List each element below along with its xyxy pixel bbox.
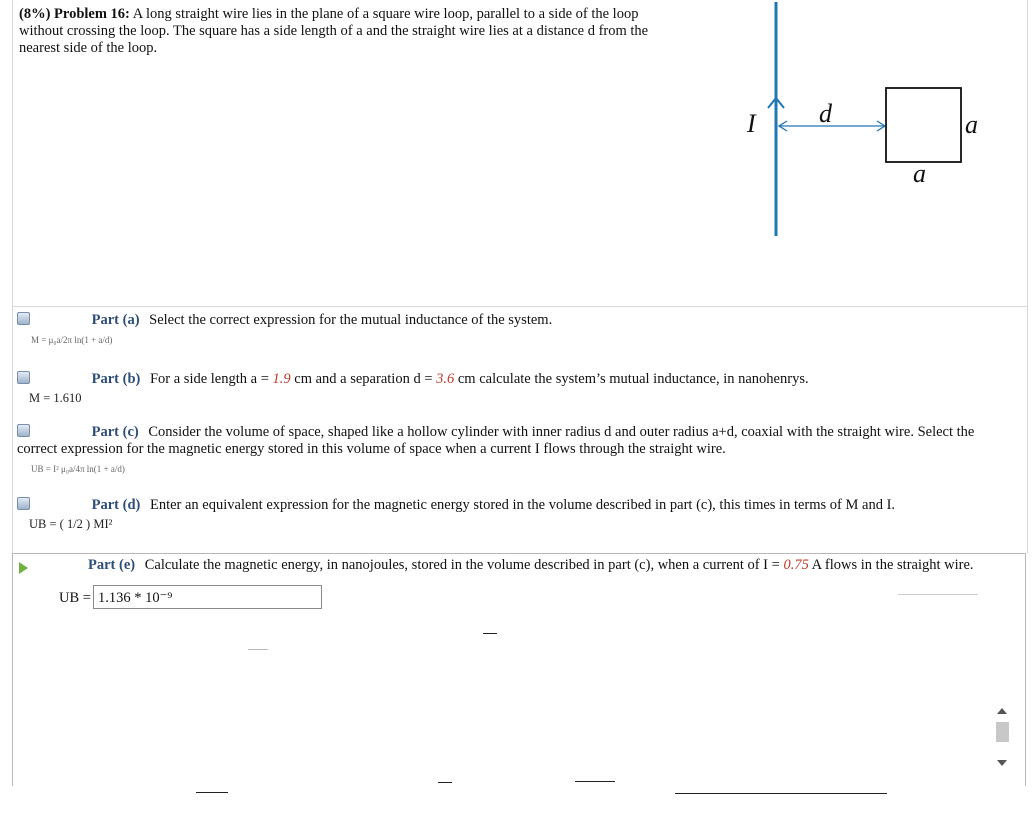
- scroll-down-icon[interactable]: [997, 760, 1007, 766]
- scroll-thumb[interactable]: [996, 722, 1009, 742]
- divider: [575, 781, 615, 782]
- problem-header: (8%) Problem 16:: [19, 6, 130, 22]
- answer-input[interactable]: 1.136 * 10⁻⁹: [93, 585, 322, 609]
- square-loop: [886, 88, 961, 162]
- part-label[interactable]: Part (a): [91, 312, 140, 328]
- answer-input-label: UB =: [59, 590, 91, 606]
- divider: [483, 633, 497, 634]
- side-label-bottom: a: [913, 159, 926, 188]
- part-answer: M = 1.610: [29, 391, 82, 405]
- i-value: 0.75: [783, 557, 809, 573]
- part-answer: UB = ( 1/2 ) MI²: [29, 517, 113, 531]
- distance-label: d: [819, 99, 832, 128]
- part-answer: UB = I² μ₀a/4π ln(1 + a/d): [31, 464, 125, 474]
- divider: [196, 792, 228, 793]
- active-part-e: [12, 553, 1026, 786]
- divider: [675, 793, 887, 794]
- part-question: Select the correct expression for the mutual inductance of the system.: [149, 312, 553, 328]
- part-question-pre: For a side length a =: [149, 371, 273, 387]
- part-label[interactable]: Part (d): [91, 497, 141, 513]
- problem-panel: [12, 0, 1028, 307]
- part-question-pre: Calculate the magnetic energy, in nanojoules, stored in the volume described in part (c), when a current of I =: [144, 557, 784, 573]
- divider: [898, 594, 978, 595]
- scroll-up-icon[interactable]: [997, 708, 1007, 714]
- divider: [248, 649, 268, 650]
- part-label[interactable]: Part (e): [88, 557, 136, 573]
- collapse-icon[interactable]: [17, 371, 30, 384]
- a-value: 1.9: [272, 371, 291, 387]
- problem-figure: [733, 0, 993, 240]
- play-icon: [19, 562, 28, 574]
- part-question-mid: cm and a separation d =: [290, 371, 437, 387]
- vertical-scrollbar[interactable]: [993, 704, 1011, 776]
- part-question-post: cm calculate the system’s mutual inductance, in nanohenrys.: [454, 371, 809, 387]
- problem-statement: [19, 6, 659, 57]
- divider: [438, 782, 452, 783]
- part-question: Enter an equivalent expression for the magnetic energy stored in the volume described in part (c), this times in terms of M and I.: [149, 497, 896, 513]
- collapse-icon[interactable]: [17, 312, 30, 325]
- parts-panel: [12, 307, 1028, 553]
- part-question-post: A flows in the straight wire.: [808, 557, 974, 573]
- collapse-icon[interactable]: [17, 424, 30, 437]
- side-label-right: a: [965, 110, 978, 139]
- problem-text: A long straight wire lies in the plane of a square wire loop, parallel to a side of the loop without crossing the loop. The square has a side length of a and the straight wire lies at a distance d from the nearest side of the loop.: [19, 6, 649, 56]
- part-label[interactable]: Part (c): [91, 424, 139, 440]
- part-question: Consider the volume of space, shaped like a hollow cylinder with inner radius d and outer radius a+d, coaxial with the straight wire. Select the correct expression for the magnetic energy stored in this volume of space when a current I flows through the straight wire.: [17, 424, 975, 457]
- part-label[interactable]: Part (b): [91, 371, 141, 387]
- current-label: I: [747, 109, 756, 138]
- collapse-icon[interactable]: [17, 497, 30, 510]
- part-answer: M = μ₀a/2π ln(1 + a/d): [31, 335, 113, 345]
- d-value: 3.6: [436, 371, 455, 387]
